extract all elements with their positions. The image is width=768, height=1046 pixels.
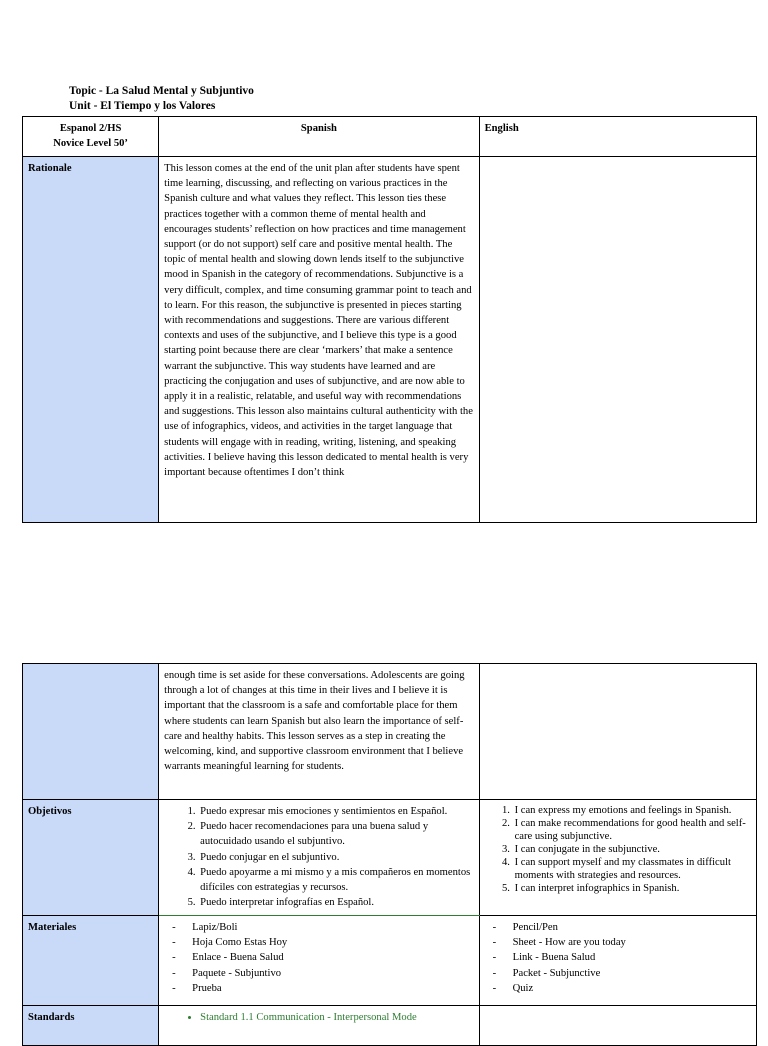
list-item: 1. Puedo expresar mis emociones y sentimientos en Español. bbox=[198, 804, 473, 819]
list-item: • Standard 1.1 Communication - Interpersonal Mode bbox=[200, 1010, 473, 1025]
list-item: - Prueba bbox=[172, 981, 473, 996]
materiales-label: Materiales bbox=[23, 916, 159, 1006]
list-item: - Pencil/Pen bbox=[493, 920, 751, 935]
list-item: 4. I can support myself and my classmates in difficult moments with strategies and resources. bbox=[513, 856, 751, 882]
rationale-label: Rationale bbox=[23, 157, 159, 523]
list-item: 2. I can make recommendations for good health and self-care using subjunctive. bbox=[513, 817, 751, 843]
list-item: 5. I can interpret infographics in Spanish. bbox=[513, 882, 751, 895]
table-header-row bbox=[23, 117, 757, 157]
standards-english-cell bbox=[479, 1006, 756, 1046]
list-item: 3. I can conjugate in the subjunctive. bbox=[513, 843, 751, 856]
spanish-column-header: Spanish bbox=[159, 117, 479, 157]
objetivos-spanish-list bbox=[164, 804, 473, 910]
level-label: Novice Level 50’ bbox=[53, 138, 128, 150]
rationale-continued-text: enough time is set aside for these conversations. Adolescents are going through a lot of changes at this time in their lives and I believe it is important that the classroom is a safe and comfortable place for them where students can learn Spanish but also learn the importance of self-care and healthy habits. This lesson serves as a step in creating the welcoming, kind, and supportive classroom environment that I believe warrants meaningful learning for students. bbox=[159, 664, 479, 800]
materiales-spanish-cell bbox=[159, 916, 479, 1006]
standards-spanish-cell bbox=[159, 1006, 479, 1046]
list-item: - Hoja Como Estas Hoy bbox=[172, 935, 473, 950]
lesson-plan-table-page1 bbox=[22, 116, 757, 523]
objetivos-english-cell bbox=[479, 800, 756, 916]
list-item: 4. Puedo apoyarme a mi mismo y a mis compañeros en momentos difíciles con estrategias y recursos. bbox=[198, 865, 473, 895]
rationale-continued-english-cell bbox=[479, 664, 756, 800]
standards-label: Standards bbox=[23, 1006, 159, 1046]
objetivos-label: Objetivos bbox=[23, 800, 159, 916]
objetivos-row bbox=[23, 800, 757, 916]
materiales-spanish-list bbox=[164, 920, 473, 996]
objetivos-english-list bbox=[485, 804, 751, 895]
list-item: - Sheet - How are you today bbox=[493, 935, 751, 950]
objetivos-spanish-cell bbox=[159, 800, 479, 916]
course-label: Espanol 2/HS bbox=[59, 123, 122, 134]
rationale-text: This lesson comes at the end of the unit plan after students have spent time learning, discussing, and reflecting on various practices in the Spanish culture and what values they reflect. This lesson ties these practices together with a common theme of mental health and encourages students’ reflection on how practices and time management support (or do not support) self care and positive mental health. The topic of mental health and slowing down lends itself to the subjunctive mood in Spanish in the category of recommendations. Subjunctive is a very difficult, complex, and time consuming grammar point to teach and to learn. For this reason, the subjunctive is presented in pieces starting with recommendations and suggestions. There are various different contexts and uses of the subjunctive, and I believe this type is a good starting point because there are clear ‘markers’ that make a sentence warrant the subjunctive. This way students have learned and are practicing the conjugation and uses of subjunctive, and are now able to apply it in a realistic, relatable, and useful way with recommendations and suggestions. This lesson also maintains cultural authenticity with the use of infographics, videos, and activities in the target language that students will engage with in reading, writing, listening, and speaking activities. I believe having this lesson dedicated to mental health is very important because oftentimes I don’t think bbox=[159, 157, 479, 523]
rationale-continued-row bbox=[23, 664, 757, 800]
list-item: - Enlace - Buena Salud bbox=[172, 950, 473, 965]
rationale-continued-label-cell bbox=[23, 664, 159, 800]
materiales-row bbox=[23, 916, 757, 1006]
standards-row bbox=[23, 1006, 757, 1046]
list-item: - Packet - Subjunctive bbox=[493, 966, 751, 981]
materiales-english-cell bbox=[479, 916, 756, 1006]
list-item: 3. Puedo conjugar en el subjuntivo. bbox=[198, 850, 473, 865]
standards-spanish-list bbox=[164, 1010, 473, 1025]
list-item: 1. I can express my emotions and feelings in Spanish. bbox=[513, 804, 751, 817]
list-item: - Paquete - Subjuntivo bbox=[172, 966, 473, 981]
list-item: - Link - Buena Salud bbox=[493, 950, 751, 965]
rationale-english-cell bbox=[479, 157, 756, 523]
list-item: 2. Puedo hacer recomendaciones para una buena salud y autocuidado usando el subjuntivo. bbox=[198, 819, 473, 849]
materiales-english-list bbox=[485, 920, 751, 996]
lesson-plan-table-page2 bbox=[22, 663, 757, 1046]
list-item: 5. Puedo interpretar infografías en Español. bbox=[198, 895, 473, 910]
course-level-cell bbox=[23, 117, 159, 157]
english-column-header: English bbox=[479, 117, 756, 157]
rationale-row bbox=[23, 157, 757, 523]
topic-line: Topic - La Salud Mental y Subjuntivo bbox=[69, 85, 254, 97]
list-item: - Quiz bbox=[493, 981, 751, 996]
document-header bbox=[69, 84, 254, 113]
list-item: - Lapiz/Boli bbox=[172, 920, 473, 935]
unit-line: Unit - El Tiempo y los Valores bbox=[69, 99, 216, 112]
